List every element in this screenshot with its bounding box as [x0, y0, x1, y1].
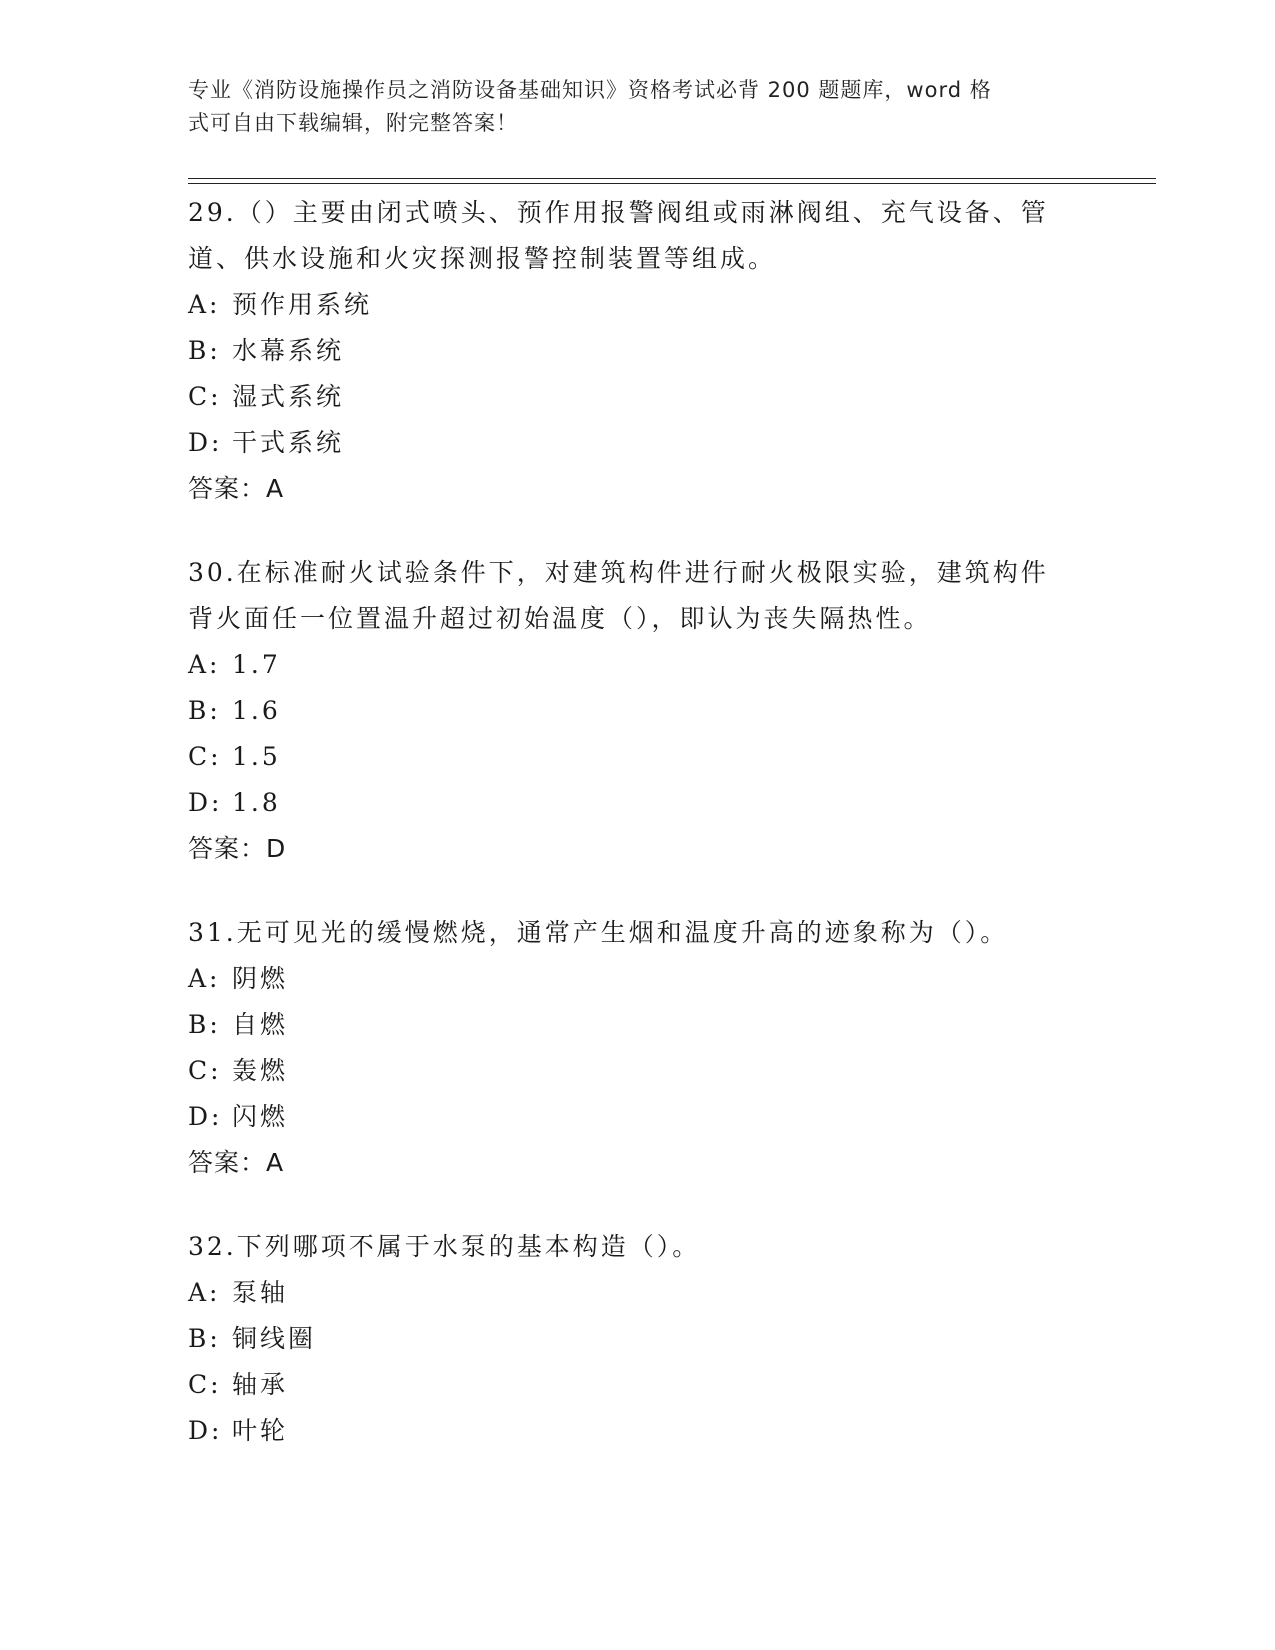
- option-letter: A:: [188, 964, 221, 993]
- option-c: [188, 374, 1088, 420]
- option-text: 1.5: [232, 742, 281, 771]
- option-text: 预作用系统: [232, 290, 373, 319]
- question-stem-line-1: 32.下列哪项不属于水泵的基本构造（）。: [188, 1232, 701, 1261]
- option-letter: D:: [188, 1102, 223, 1131]
- option-letter: D:: [188, 428, 223, 457]
- option-text: 轴承: [232, 1370, 289, 1399]
- header-line-2: 式可自由下载编辑，附完整答案！: [188, 111, 518, 135]
- option-text: 水幕系统: [232, 336, 345, 365]
- option-list: [188, 642, 1088, 826]
- option-a: [188, 282, 1088, 328]
- option-b: [188, 1316, 1088, 1362]
- option-text: 干式系统: [232, 428, 345, 457]
- option-letter: A:: [188, 650, 221, 679]
- question-stem-line-1: 31.无可见光的缓慢燃烧，通常产生烟和温度升高的迹象称为（）。: [188, 918, 1009, 947]
- question-list: [188, 190, 1088, 1492]
- option-text: 1.6: [232, 696, 281, 725]
- question-stem-line-1: 29.（）主要由闭式喷头、预作用报警阀组或雨淋阀组、充气设备、管: [188, 198, 1049, 227]
- answer-line: 答案：D: [188, 834, 287, 863]
- header-line-1: 专业《消防设施操作员之消防设备基础知识》资格考试必背 200 题题库，word 格: [188, 78, 992, 102]
- option-d: [188, 420, 1088, 466]
- question-32: [188, 1224, 1088, 1454]
- question-stem: [188, 550, 1088, 642]
- option-b: [188, 688, 1088, 734]
- option-text: 闪燃: [232, 1102, 289, 1131]
- option-letter: C:: [188, 1370, 222, 1399]
- option-text: 湿式系统: [232, 382, 345, 411]
- option-a: [188, 956, 1088, 1002]
- question-stem: [188, 1224, 1088, 1270]
- option-letter: D:: [188, 1416, 223, 1445]
- option-b: [188, 1002, 1088, 1048]
- option-d: [188, 1094, 1088, 1140]
- question-31: [188, 910, 1088, 1186]
- option-letter: B:: [188, 336, 221, 365]
- option-letter: B:: [188, 1010, 221, 1039]
- option-text: 轰燃: [232, 1056, 289, 1085]
- option-text: 铜线圈: [232, 1324, 317, 1353]
- option-list: [188, 956, 1088, 1140]
- option-letter: A:: [188, 290, 221, 319]
- option-d: [188, 780, 1088, 826]
- option-d: [188, 1408, 1088, 1454]
- option-text: 阴燃: [232, 964, 289, 993]
- question-stem-line-2: 背火面任一位置温升超过初始温度（），即认为丧失隔热性。: [188, 604, 932, 633]
- answer-line: 答案：A: [188, 1148, 285, 1177]
- option-text: 1.8: [232, 788, 281, 817]
- option-text: 1.7: [232, 650, 281, 679]
- option-list: [188, 282, 1088, 466]
- option-c: [188, 1362, 1088, 1408]
- option-letter: A:: [188, 1278, 221, 1307]
- option-letter: C:: [188, 1056, 222, 1085]
- option-letter: C:: [188, 742, 222, 771]
- option-text: 泵轴: [232, 1278, 289, 1307]
- option-a: [188, 642, 1088, 688]
- option-text: 自燃: [232, 1010, 289, 1039]
- option-letter: B:: [188, 1324, 221, 1353]
- option-letter: B:: [188, 696, 221, 725]
- answer-line: 答案：A: [188, 474, 285, 503]
- option-c: [188, 1048, 1088, 1094]
- question-29: [188, 190, 1088, 512]
- question-stem-line-2: 道、供水设施和火灾探测报警控制装置等组成。: [188, 244, 777, 273]
- question-stem-line-1: 30.在标准耐火试验条件下，对建筑构件进行耐火极限实验，建筑构件: [188, 558, 1049, 587]
- option-list: [188, 1270, 1088, 1454]
- question-30: [188, 550, 1088, 872]
- question-stem: [188, 910, 1088, 956]
- option-b: [188, 328, 1088, 374]
- option-letter: C:: [188, 382, 222, 411]
- question-stem: [188, 190, 1088, 282]
- option-a: [188, 1270, 1088, 1316]
- document-header: [188, 74, 1088, 140]
- header-divider-bottom: [188, 183, 1156, 184]
- header-divider-top: [188, 178, 1156, 179]
- option-text: 叶轮: [232, 1416, 289, 1445]
- option-letter: D:: [188, 788, 223, 817]
- option-c: [188, 734, 1088, 780]
